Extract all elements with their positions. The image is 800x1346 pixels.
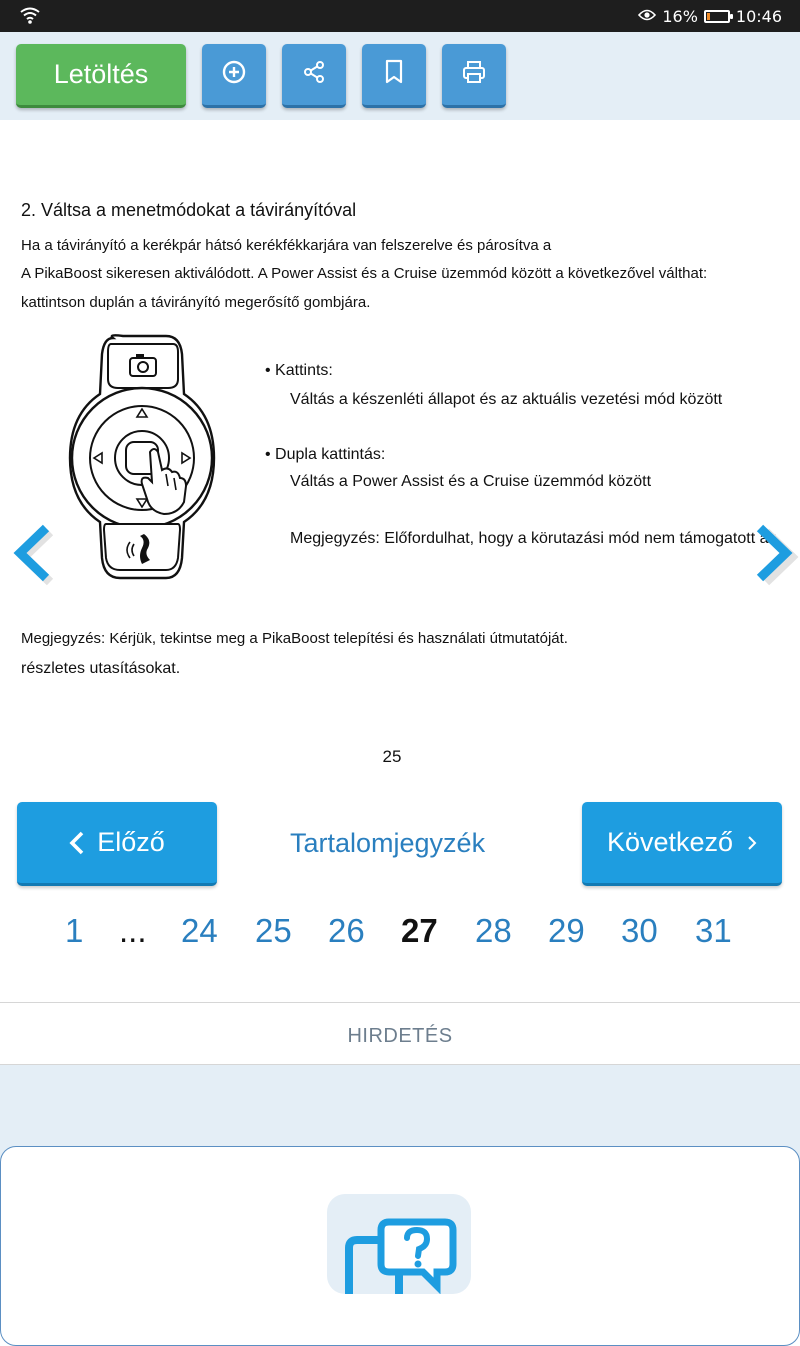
toolbar bbox=[0, 32, 800, 120]
paragraph-line: Ha a távirányító a kerékpár hátsó kerékfékkarjára van felszerelve és párosítva a bbox=[21, 237, 552, 254]
page-link-26[interactable]: 26 bbox=[328, 912, 365, 949]
next-button[interactable] bbox=[582, 802, 782, 886]
print-icon bbox=[461, 59, 487, 90]
previous-button[interactable] bbox=[17, 802, 217, 886]
status-bar bbox=[0, 0, 800, 32]
pagination bbox=[0, 912, 800, 958]
page-link-28[interactable]: 28 bbox=[475, 912, 512, 949]
wifi-icon bbox=[20, 6, 40, 28]
bookmark-button[interactable] bbox=[362, 44, 426, 108]
download-button[interactable]: Letöltés bbox=[16, 44, 186, 108]
remote-control-illustration bbox=[68, 334, 218, 585]
page-link-30[interactable]: 30 bbox=[621, 912, 658, 949]
page-link-1[interactable]: 1 bbox=[65, 912, 84, 949]
paragraph-line: kattintson duplán a távirányító megerősítő gombjára. bbox=[21, 294, 371, 311]
bullet-text-double-click: Váltás a Power Assist és a Cruise üzemmód között bbox=[290, 473, 652, 490]
pagination-ellipsis: ... bbox=[119, 912, 147, 949]
plus-circle-icon bbox=[221, 59, 247, 90]
ad-label: HIRDETÉS bbox=[347, 1025, 453, 1047]
previous-page-arrow[interactable] bbox=[10, 520, 54, 591]
share-button[interactable] bbox=[282, 44, 346, 108]
battery-percent: 16% bbox=[662, 7, 698, 26]
add-button[interactable] bbox=[202, 44, 266, 108]
chevron-right-icon bbox=[747, 835, 757, 851]
document-page-number: 25 bbox=[382, 747, 402, 766]
page-link-29[interactable]: 29 bbox=[548, 912, 585, 949]
page-link-25[interactable]: 25 bbox=[255, 912, 292, 949]
print-button[interactable] bbox=[442, 44, 506, 108]
next-label: Következő bbox=[606, 827, 734, 857]
share-icon bbox=[301, 59, 327, 90]
bullet-text-click: Váltás a készenléti állapot és az aktuális vezetési mód között bbox=[290, 391, 723, 408]
note-line: részletes utasításokat. bbox=[21, 660, 181, 677]
eye-icon bbox=[638, 7, 656, 26]
page-link-24[interactable]: 24 bbox=[181, 912, 218, 949]
divider bbox=[0, 1002, 800, 1003]
ad-icon-tile bbox=[327, 1194, 471, 1294]
current-page: 27 bbox=[401, 912, 438, 949]
note-line: Megjegyzés: Kérjük, tekintse meg a PikaBoost telepítési és használati útmutatóját. bbox=[21, 630, 568, 647]
document-page bbox=[0, 120, 800, 800]
bookmark-icon bbox=[383, 59, 405, 90]
question-chat-icon bbox=[341, 1218, 461, 1299]
table-of-contents-link[interactable]: Tartalomjegyzék bbox=[290, 828, 486, 858]
page-link-31[interactable]: 31 bbox=[695, 912, 732, 949]
inline-note: Megjegyzés: Előfordulhat, hogy a körutazási mód nem támogatott az bbox=[290, 530, 777, 547]
chevron-left-icon bbox=[69, 830, 85, 856]
next-page-arrow[interactable] bbox=[752, 520, 800, 591]
paragraph-line: A PikaBoost sikeresen aktiválódott. A Power Assist és a Cruise üzemmód között a következővel válthat: bbox=[21, 265, 708, 282]
bullet-title-double-click: • Dupla kattintás: bbox=[265, 446, 386, 463]
battery-icon bbox=[704, 10, 730, 23]
previous-label: Előző bbox=[97, 827, 165, 857]
section-heading: 2. Váltsa a menetmódokat a távirányítóval bbox=[21, 200, 357, 220]
clock: 10:46 bbox=[735, 7, 782, 26]
bullet-title-click: • Kattints: bbox=[265, 362, 333, 379]
